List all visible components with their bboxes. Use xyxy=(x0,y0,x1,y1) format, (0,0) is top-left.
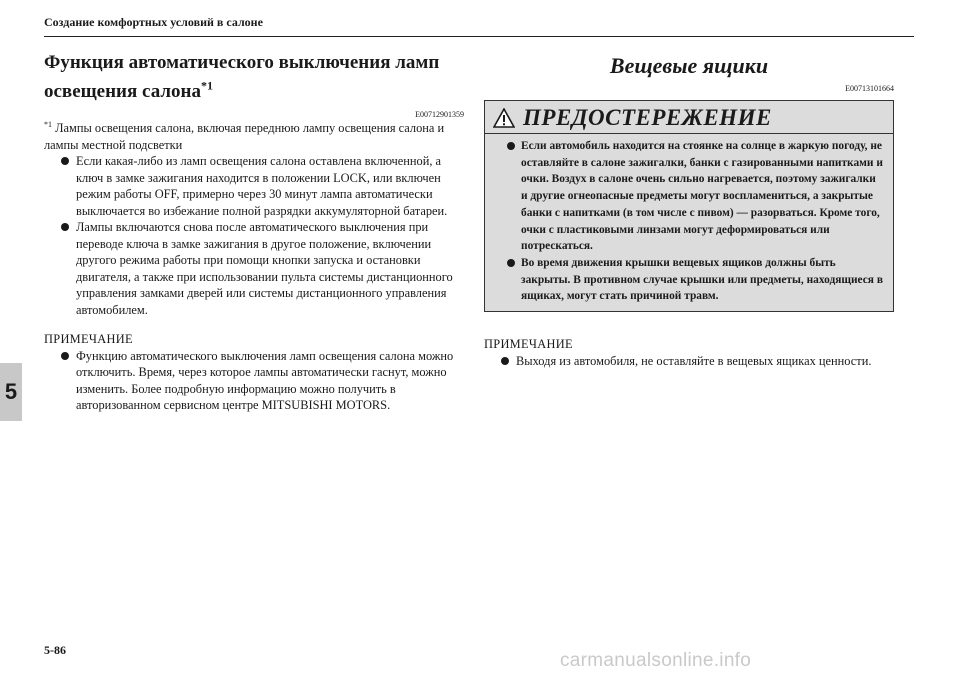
section-title-lamp-function xyxy=(44,48,464,106)
header-divider xyxy=(44,36,914,37)
warning-text: Во время движения крышки вещевых ящиков должны быть закрыты. В противном случае крышки или предметы, находящиеся в ящиках, могут стать причиной травм. xyxy=(521,256,883,303)
bullet-icon xyxy=(61,223,69,231)
bullet-icon xyxy=(507,259,515,267)
bullet-text: Лампы включаются снова после автоматического выключения при переводе ключа в замке зажигания в другое положение, включении другого режима работы при помощи кнопки запуска и остановки двигателя, а также при использовании пульта системы дистанционного управления замками дверей или системы дистанционного управления автомобилем. xyxy=(76,220,453,317)
note-bullets xyxy=(44,348,464,414)
bullet-icon xyxy=(507,142,515,150)
warning-text: Если автомобиль находится на стоянке на солнце в жаркую погоду, не оставляйте в салоне зажигалки, банки с газированными напитками и очки. Воздух в салоне очень сильно нагревается, поэтому зажигалки и другие огнеопасные предметы могут воспламениться, а закрытые банки с напитками (в том числе с пивом) — разорваться. Кроме того, очки с пластиковыми линзами могут деформироваться или потрескаться. xyxy=(521,140,883,253)
list-item xyxy=(493,255,885,305)
section-code: E00713101664 xyxy=(845,84,894,93)
section-title-glove-boxes: Вещевые ящики xyxy=(609,53,769,78)
note-bullets xyxy=(484,353,894,370)
warning-header xyxy=(493,103,885,133)
bullet-icon xyxy=(61,157,69,165)
page-number: 5-86 xyxy=(44,643,66,657)
list-item xyxy=(44,219,464,318)
list-item xyxy=(44,153,464,219)
warning-divider xyxy=(485,133,893,134)
bullet-text: Если какая-либо из ламп освещения салона оставлена включенной, а ключ в замке зажигания находится в положении LOCK, или включен режим работы OFF, примерно через 30 минут лампа автоматически выключается во избежание полной разрядки аккумуляторной батареи. xyxy=(76,154,448,218)
warning-triangle-icon xyxy=(493,108,515,128)
bullet-icon xyxy=(501,357,509,365)
section-code: E00712901359 xyxy=(415,110,464,119)
chapter-header: Создание комфортных условий в салоне xyxy=(44,15,263,29)
list-item xyxy=(493,138,885,255)
bullet-icon xyxy=(61,352,69,360)
chapter-tab xyxy=(0,363,22,421)
lamp-bullets xyxy=(44,153,464,318)
left-column xyxy=(44,48,464,414)
warning-title: ПРЕДОСТЕРЕЖЕНИЕ xyxy=(523,105,772,130)
warning-box xyxy=(484,100,894,312)
section-title-line2: освещения салона xyxy=(44,81,201,102)
chapter-tab-number: 5 xyxy=(4,379,18,404)
note-label: ПРИМЕЧАНИЕ xyxy=(484,337,573,352)
bullet-text: Выходя из автомобиля, не оставляйте в вещевых ящиках ценности. xyxy=(516,353,872,368)
note-label: ПРИМЕЧАНИЕ xyxy=(44,332,133,346)
watermark: carmanualsonline.info xyxy=(560,650,752,671)
footnote-reference: *1 xyxy=(200,78,213,93)
right-column xyxy=(484,48,894,369)
section-title-line1: Функция автоматического выключения ламп xyxy=(44,52,440,73)
footnote-text xyxy=(44,120,464,153)
footnote-mark: *1 xyxy=(44,119,52,129)
footnote-body: Лампы освещения салона, включая переднюю лампу освещения салона и лампы местной подсветки xyxy=(44,121,445,152)
list-item xyxy=(44,348,464,414)
list-item xyxy=(484,353,894,370)
bullet-text: Функцию автоматического выключения ламп освещения салона можно отключить. Время, через которое лампы автоматически гаснут, можно изменить. Более подробную информацию можно получить в авторизованном сервисном центре MITSUBISHI MOTORS. xyxy=(76,348,454,412)
warning-list xyxy=(493,138,885,305)
